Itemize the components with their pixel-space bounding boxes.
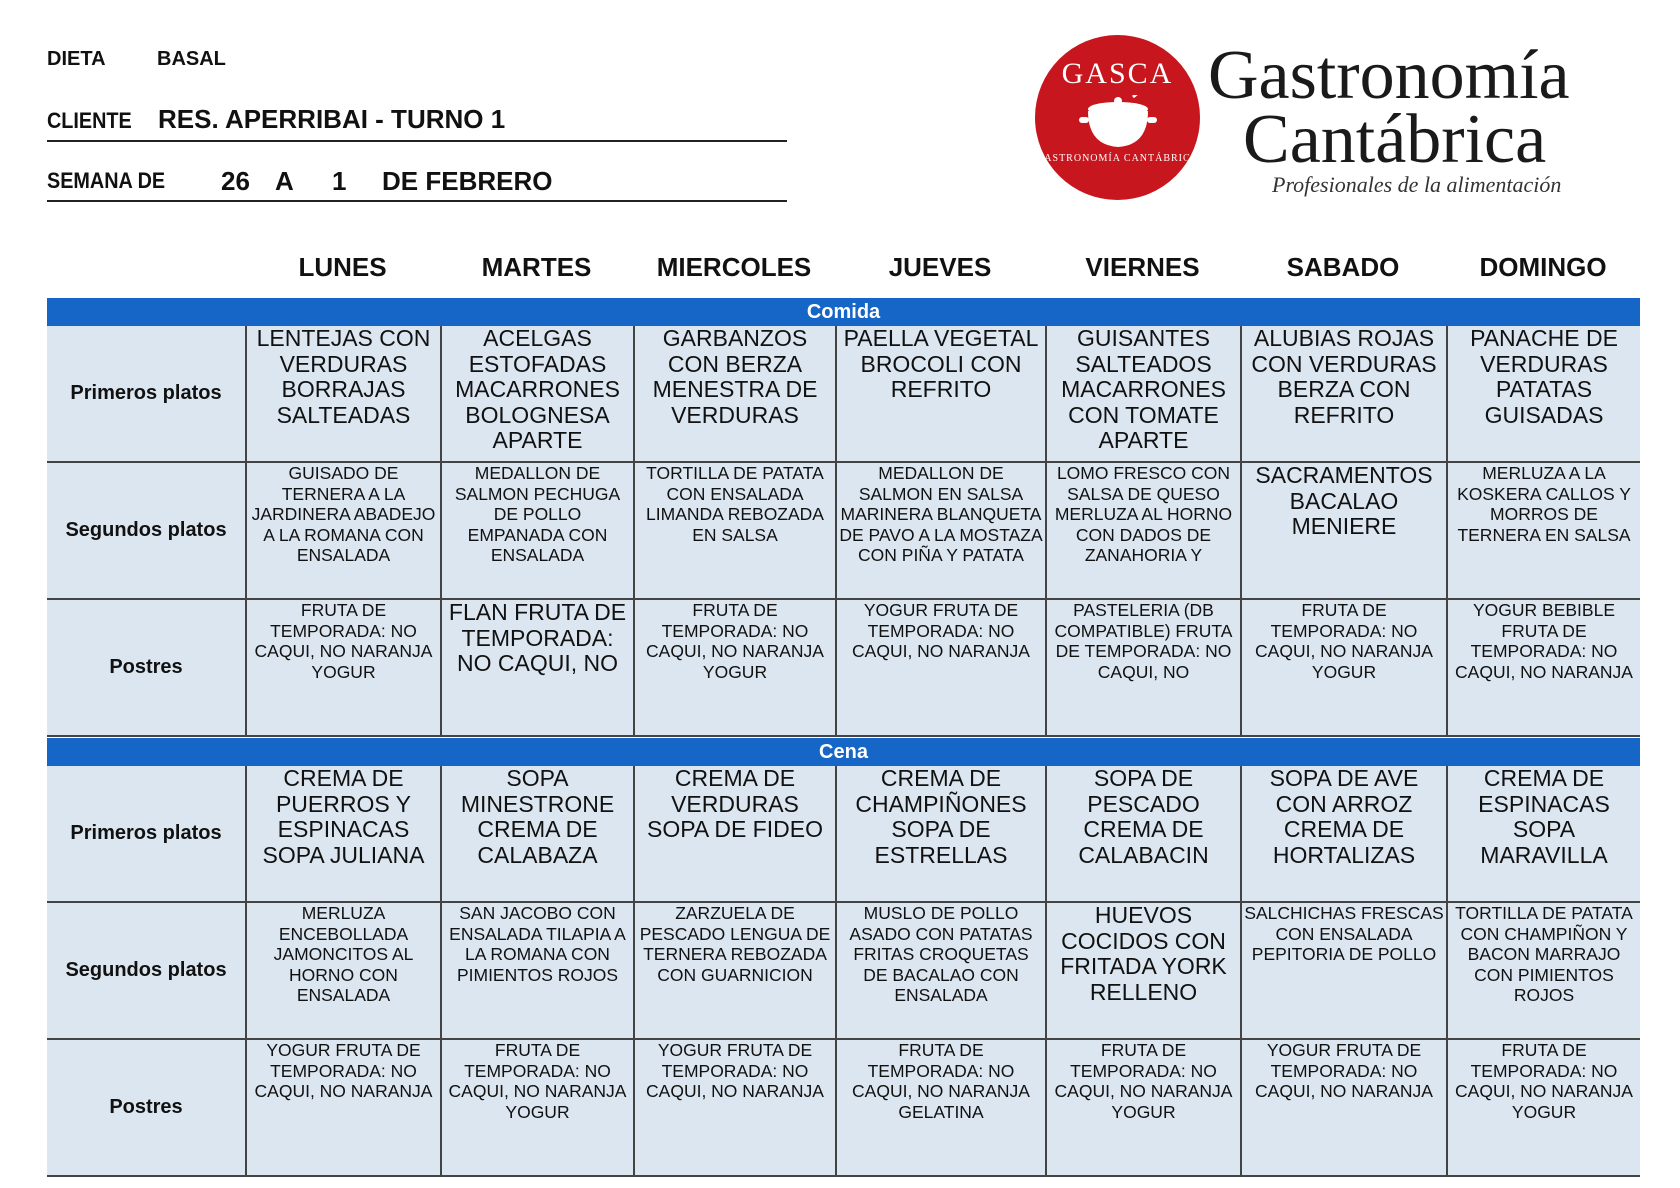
brand-name-line2: Cantábrica (1243, 101, 1547, 178)
menu-cell-martes (440, 463, 633, 598)
menu-cell-jueves (835, 600, 1045, 735)
menu-cell-jueves (835, 903, 1045, 1038)
dish-text: FRUTA DE TEMPORADA: NO CAQUI, NO NARANJA YOGUR (646, 600, 824, 682)
menu-cell-domingo (1446, 326, 1640, 461)
menu-cell-martes (440, 766, 633, 901)
day-header-miercoles: MIERCOLES (656, 252, 812, 282)
menu-cell-miercoles (633, 1040, 835, 1175)
menu-cell-sabado (1240, 326, 1446, 461)
menu-cell-viernes (1045, 1040, 1240, 1175)
dish-text: HUEVOS COCIDOS CON FRITADA YORK RELLENO (1060, 903, 1227, 1005)
dish-text: FRUTA DE TEMPORADA: NO CAQUI, NO NARANJA YOGUR (448, 1040, 627, 1122)
dish-text: ACELGAS ESTOFADAS MACARRONES BOLOGNESA APARTE (455, 326, 620, 453)
menu-cell-martes (440, 903, 633, 1038)
dish-text: SOPA DE PESCADO CREMA DE CALABACIN (1078, 766, 1209, 868)
cliente-value: RES. APERRIBAI - TURNO 1 (158, 104, 506, 134)
dish-text: SAN JACOBO CON ENSALADA TILAPIA A LA ROMANA CON PIMIENTOS ROJOS (449, 903, 626, 985)
dish-text: SOPA DE AVE CON ARROZ CREMA DE HORTALIZAS (1269, 766, 1419, 868)
brand-name-line1: Gastronomía (1208, 37, 1570, 114)
dish-text: MEDALLON DE SALMON PECHUGA DE POLLO EMPANADA CON ENSALADA (454, 463, 621, 565)
dish-text: MEDALLON DE SALMON EN SALSA MARINERA BLANQUETA DE PAVO A LA MOSTAZA CON PIÑA Y PATATA (839, 463, 1043, 565)
day-header-viernes: VIERNES (1085, 252, 1200, 282)
dish-text: LOMO FRESCO CON SALSA DE QUESO MERLUZA AL HORNO CON DADOS DE ZANAHORIA Y (1054, 463, 1233, 565)
dish-text: GARBANZOS CON BERZA MENESTRA DE VERDURAS (652, 326, 818, 428)
menu-cell-lunes (245, 766, 440, 901)
menu-cell-domingo (1446, 463, 1640, 598)
menu-cell-sabado (1240, 766, 1446, 901)
soup-pot-icon (1075, 95, 1161, 155)
dish-text: PASTELERIA (DB COMPATIBLE) FRUTA DE TEMPORADA: NO CAQUI, NO (1054, 600, 1233, 682)
menu-cell-sabado (1240, 600, 1446, 735)
menu-cell-martes (440, 600, 633, 735)
dish-text: ALUBIAS ROJAS CON VERDURAS BERZA CON REFRITO (1251, 326, 1437, 428)
dieta-label: DIETA (47, 48, 106, 70)
menu-cell-domingo (1446, 903, 1640, 1038)
day-header-sabado: SABADO (1286, 252, 1400, 282)
semana-to: 1 (332, 166, 347, 196)
menu-cell-martes (440, 1040, 633, 1175)
menu-cell-viernes (1045, 903, 1240, 1038)
menu-cell-lunes (245, 326, 440, 461)
menu-cell-lunes (245, 463, 440, 598)
menu-cell-lunes (245, 600, 440, 735)
menu-cell-jueves (835, 326, 1045, 461)
row-label: Primeros platos (70, 822, 222, 844)
menu-cell-jueves (835, 1040, 1045, 1175)
dish-text: YOGUR FRUTA DE TEMPORADA: NO CAQUI, NO NARANJA (254, 1040, 433, 1101)
logo-ring-text: GASTRONOMÍA CANTÁBRICA (1036, 153, 1199, 164)
dish-text: TORTILLA DE PATATA CON CHAMPIÑON Y BACON MARRAJO CON PIMIENTOS ROJOS (1455, 903, 1633, 1005)
dish-text: YOGUR FRUTA DE TEMPORADA: NO CAQUI, NO NARANJA (646, 1040, 824, 1101)
brand-tagline: Profesionales de la alimentación (1272, 172, 1562, 197)
cena-row-3 (47, 1040, 1640, 1177)
dish-text: PANACHE DE VERDURAS PATATAS GUISADAS (1470, 326, 1618, 428)
dish-text: FRUTA DE TEMPORADA: NO CAQUI, NO NARANJA YOGUR (1455, 1040, 1633, 1122)
row-label: Postres (109, 1096, 183, 1118)
section-band-comida: Comida (47, 298, 1640, 326)
menu-cell-sabado (1240, 1040, 1446, 1175)
menu-cell-sabado (1240, 463, 1446, 598)
cena-row-2 (47, 903, 1640, 1040)
row-label: Postres (109, 656, 183, 678)
semana-underline (47, 200, 787, 202)
menu-cell-domingo (1446, 1040, 1640, 1175)
day-header-martes: MARTES (481, 252, 592, 282)
menu-cell-jueves (835, 766, 1045, 901)
dish-text: FLAN FRUTA DE TEMPORADA: NO CAQUI, NO (448, 600, 627, 676)
cena-row-1 (47, 766, 1640, 903)
row-label: Segundos platos (65, 519, 227, 541)
dieta-value: BASAL (157, 48, 226, 70)
dish-text: MUSLO DE POLLO ASADO CON PATATAS FRITAS CROQUETAS DE BACALAO CON ENSALADA (849, 903, 1033, 1005)
dish-text: PAELLA VEGETAL BROCOLI CON REFRITO (843, 326, 1039, 402)
dish-text: CREMA DE CHAMPIÑONES SOPA DE ESTRELLAS (855, 766, 1027, 868)
dish-text: SOPA MINESTRONE CREMA DE CALABAZA (460, 766, 615, 868)
day-header-jueves: JUEVES (888, 252, 992, 282)
semana-month: DE FEBRERO (382, 166, 553, 196)
dish-text: YOGUR BEBIBLE FRUTA DE TEMPORADA: NO CAQUI, NO NARANJA (1455, 600, 1633, 682)
menu-cell-viernes (1045, 326, 1240, 461)
row-label: Segundos platos (65, 959, 227, 981)
cliente-label: CLIENTE (47, 108, 132, 133)
section-band-cena: Cena (47, 738, 1640, 766)
comida-row-2 (47, 463, 1640, 600)
dish-text: YOGUR FRUTA DE TEMPORADA: NO CAQUI, NO NARANJA (852, 600, 1030, 661)
dish-text: GUISANTES SALTEADOS MACARRONES CON TOMATE APARTE (1061, 326, 1226, 453)
menu-cell-lunes (245, 1040, 440, 1175)
menu-cell-lunes (245, 903, 440, 1038)
dish-text: FRUTA DE TEMPORADA: NO CAQUI, NO NARANJA YOGUR (254, 600, 433, 682)
menu-cell-miercoles (633, 903, 835, 1038)
menu-cell-viernes (1045, 766, 1240, 901)
menu-cell-miercoles (633, 766, 835, 901)
dish-text: LENTEJAS CON VERDURAS BORRAJAS SALTEADAS (256, 326, 431, 428)
semana-label: SEMANA DE (47, 168, 166, 193)
menu-cell-viernes (1045, 600, 1240, 735)
menu-cell-miercoles (633, 600, 835, 735)
menu-cell-miercoles (633, 463, 835, 598)
dish-text: CREMA DE ESPINACAS SOPA MARAVILLA (1478, 766, 1610, 868)
dish-text: CREMA DE VERDURAS SOPA DE FIDEO (647, 766, 823, 842)
dish-text: FRUTA DE TEMPORADA: NO CAQUI, NO NARANJA YOGUR (1255, 600, 1433, 682)
cliente-underline (47, 140, 787, 142)
menu-cell-domingo (1446, 766, 1640, 901)
semana-a: A (275, 166, 294, 196)
dish-text: YOGUR FRUTA DE TEMPORADA: NO CAQUI, NO NARANJA (1255, 1040, 1433, 1101)
semana-from: 26 (221, 166, 250, 196)
dish-text: SALCHICHAS FRESCAS CON ENSALADA PEPITORIA DE POLLO (1244, 903, 1444, 964)
menu-cell-martes (440, 326, 633, 461)
menu-cell-domingo (1446, 600, 1640, 735)
gasca-logo (1035, 35, 1200, 200)
day-header-lunes: LUNES (298, 252, 387, 282)
dish-text: ZARZUELA DE PESCADO LENGUA DE TERNERA REBOZADA CON GUARNICION (639, 903, 831, 985)
dish-text: MERLUZA ENCEBOLLADA JAMONCITOS AL HORNO CON ENSALADA (273, 903, 414, 1005)
menu-cell-jueves (835, 463, 1045, 598)
dish-text: GUISADO DE TERNERA A LA JARDINERA ABADEJO A LA ROMANA CON ENSALADA (251, 463, 436, 565)
dish-text: SACRAMENTOS BACALAO MENIERE (1255, 463, 1433, 539)
menu-cell-viernes (1045, 463, 1240, 598)
day-header-domingo: DOMINGO (1479, 252, 1607, 282)
dish-text: FRUTA DE TEMPORADA: NO CAQUI, NO NARANJA GELATINA (852, 1040, 1030, 1122)
comida-row-1 (47, 326, 1640, 463)
row-label: Primeros platos (70, 382, 222, 404)
dish-text: TORTILLA DE PATATA CON ENSALADA LIMANDA REBOZADA EN SALSA (646, 463, 824, 545)
menu-cell-miercoles (633, 326, 835, 461)
dish-text: FRUTA DE TEMPORADA: NO CAQUI, NO NARANJA YOGUR (1054, 1040, 1233, 1122)
comida-row-3 (47, 600, 1640, 737)
dish-text: MERLUZA A LA KOSKERA CALLOS Y MORROS DE TERNERA EN SALSA (1457, 463, 1631, 545)
menu-cell-sabado (1240, 903, 1446, 1038)
logo-circle-text: GASCA (1061, 57, 1174, 90)
dish-text: CREMA DE PUERROS Y ESPINACAS SOPA JULIANA (262, 766, 425, 868)
